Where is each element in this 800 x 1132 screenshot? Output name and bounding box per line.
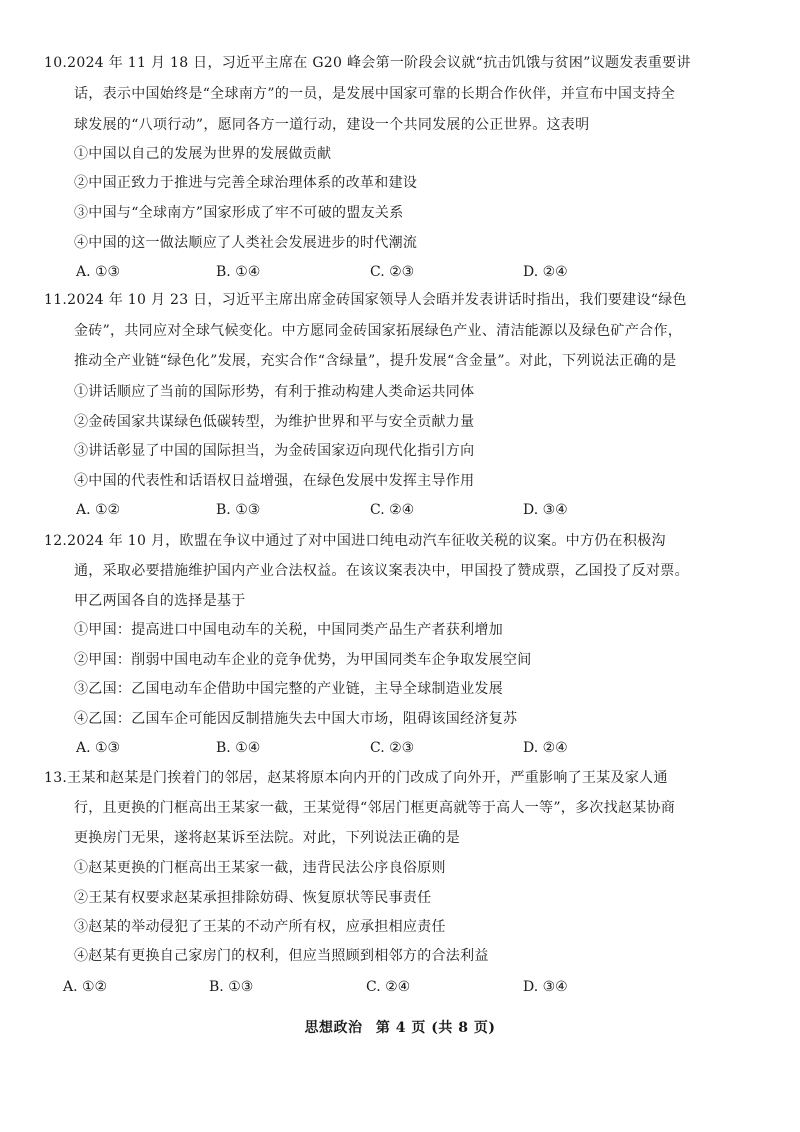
choice-c: C. ②③ xyxy=(370,740,415,756)
statement-1: ①中国以自己的发展为世界的发展做贡献 xyxy=(74,146,332,162)
question-stem-line: 更换房门无果，遂将赵某诉至法院。对此，下列说法正确的是 xyxy=(74,830,461,846)
statement-3: ③赵某的举动侵犯了王某的不动产所有权，应承担相应责任 xyxy=(74,919,446,935)
question-stem-line: 12.2024 年 10 月，欧盟在争议中通过了对中国进口纯电动汽车征收关税的议案。中方仍在积极沟 xyxy=(44,533,666,549)
choice-d: D. ②④ xyxy=(523,264,568,280)
page-footer xyxy=(0,1018,800,1038)
choice-d: D. ②④ xyxy=(523,740,568,756)
statement-3: ③乙国：乙国电动车企借助中国完整的产业链，主导全球制造业发展 xyxy=(74,681,503,697)
statement-1: ①赵某更换的门框高出王某家一截，违背民法公序良俗原则 xyxy=(74,860,446,876)
statement-1: ①讲话顺应了当前的国际形势，有利于推动构建人类命运共同体 xyxy=(74,384,475,400)
choice-d: D. ③④ xyxy=(523,502,568,518)
question-stem-line: 金砖”，共同应对全球气候变化。中方愿同金砖国家拓展绿色产业、清洁能源以及绿色矿产合作， xyxy=(74,323,683,339)
question-stem-line: 甲乙两国各自的选择是基于 xyxy=(74,593,246,609)
statement-2: ②甲国：削弱中国电动车企业的竞争优势，为甲国同类车企争取发展空间 xyxy=(74,652,532,668)
statement-4: ④赵某有更换自己家房门的权利，但应当照顾到相邻方的合法利益 xyxy=(74,948,489,964)
choice-b: B. ①④ xyxy=(216,264,261,280)
choice-a: A. ①③ xyxy=(76,264,121,280)
question-stem-line: 11.2024 年 10 月 23 日，习近平主席出席金砖国家领导人会晤并发表讲话时指出，我们要建设“绿色 xyxy=(44,292,687,308)
footer-subject: 思想政治 xyxy=(304,1020,363,1036)
choice-b: B. ①③ xyxy=(209,979,254,995)
choice-c: C. ②④ xyxy=(370,502,415,518)
statement-2: ②王某有权要求赵某承担排除妨碍、恢复原状等民事责任 xyxy=(74,890,432,906)
question-stem-line: 话，表示中国始终是“全球南方”的一员，是发展中国家可靠的长期合作伙伴，并宣布中国支持全 xyxy=(74,86,676,102)
question-stem-line: 行，且更换的门框高出王某家一截，王某觉得“邻居门框更高就等于高人一等”，多次找赵某协商 xyxy=(74,800,676,816)
choice-c: C. ②④ xyxy=(366,979,411,995)
choice-b: B. ①③ xyxy=(216,502,261,518)
statement-3: ③中国与“全球南方”国家形成了牢不可破的盟友关系 xyxy=(74,205,404,221)
statement-4: ④中国的这一做法顺应了人类社会发展进步的时代潮流 xyxy=(74,235,418,251)
choice-a: A. ①② xyxy=(63,979,108,995)
choice-c: C. ②③ xyxy=(370,264,415,280)
statement-3: ③讲话彰显了中国的国际担当，为金砖国家迈向现代化指引方向 xyxy=(74,443,475,459)
statement-2: ②中国正致力于推进与完善全球治理体系的改革和建设 xyxy=(74,175,418,191)
statement-4: ④中国的代表性和话语权日益增强，在绿色发展中发挥主导作用 xyxy=(74,473,475,489)
question-stem-line: 球发展的“八项行动”，愿同各方一道行动，建设一个共同发展的公正世界。这表明 xyxy=(74,117,590,133)
statement-2: ②金砖国家共谋绿色低碳转型，为维护世界和平与安全贡献力量 xyxy=(74,414,475,430)
choice-d: D. ③④ xyxy=(523,979,568,995)
statement-4: ④乙国：乙国车企可能因反制措施失去中国大市场，阻碍该国经济复苏 xyxy=(74,711,518,727)
choice-b: B. ①④ xyxy=(216,740,261,756)
question-stem-line: 10.2024 年 11 月 18 日，习近平主席在 G20 峰会第一阶段会议就“抗击饥饿与贫困”议题发表重要讲 xyxy=(44,55,691,71)
choice-a: A. ①② xyxy=(76,502,121,518)
choice-a: A. ①③ xyxy=(76,740,121,756)
statement-1: ①甲国：提高进口中国电动车的关税，中国同类产品生产者获利增加 xyxy=(74,622,503,638)
question-stem-line: 13.王某和赵某是门挨着门的邻居，赵某将原本向内开的门改成了向外开，严重影响了王某及家人通 xyxy=(44,770,668,786)
question-stem-line: 通，采取必要措施维护国内产业合法权益。在该议案表决中，甲国投了赞成票，乙国投了反对票。 xyxy=(74,563,689,579)
footer-page-number: 第 4 页 (共 8 页) xyxy=(375,1020,496,1036)
question-stem-line: 推动全产业链“绿色化”发展，充实合作“含绿量”，提升发展“含金量”。对此，下列说法正确的是 xyxy=(74,353,677,369)
